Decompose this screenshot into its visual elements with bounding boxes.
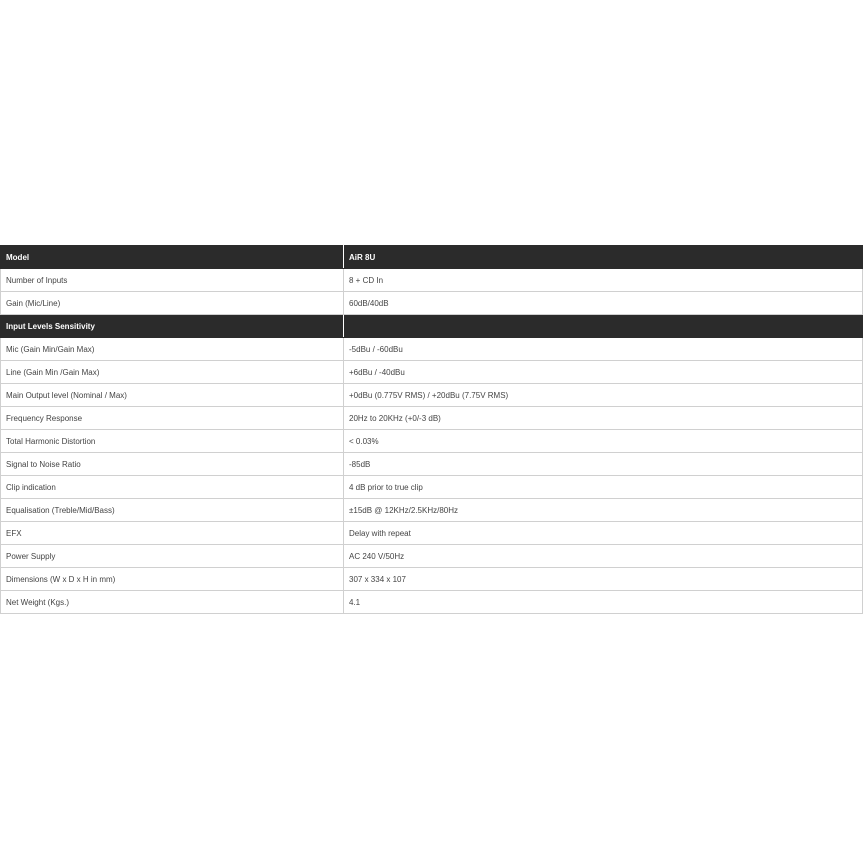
row-label: Signal to Noise Ratio <box>1 453 344 476</box>
table-row <box>1 476 863 499</box>
row-label: Net Weight (Kgs.) <box>1 591 344 614</box>
section-label: Input Levels Sensitivity <box>1 315 344 338</box>
row-value: +0dBu (0.775V RMS) / +20dBu (7.75V RMS) <box>344 384 863 407</box>
header-value: AiR 8U <box>344 246 863 269</box>
row-label: Line (Gain Min /Gain Max) <box>1 361 344 384</box>
row-value: 60dB/40dB <box>344 292 863 315</box>
row-value: +6dBu / -40dBu <box>344 361 863 384</box>
table-row <box>1 591 863 614</box>
table-row <box>1 384 863 407</box>
row-value: 4.1 <box>344 591 863 614</box>
row-label: Equalisation (Treble/Mid/Bass) <box>1 499 344 522</box>
row-value: 307 x 334 x 107 <box>344 568 863 591</box>
section-header-row <box>1 315 863 338</box>
table-row <box>1 269 863 292</box>
table-row <box>1 361 863 384</box>
row-value: 8 + CD In <box>344 269 863 292</box>
header-label: Model <box>1 246 344 269</box>
row-label: Mic (Gain Min/Gain Max) <box>1 338 344 361</box>
table-row <box>1 453 863 476</box>
row-label: Frequency Response <box>1 407 344 430</box>
row-value: AC 240 V/50Hz <box>344 545 863 568</box>
row-label: Total Harmonic Distortion <box>1 430 344 453</box>
row-label: Power Supply <box>1 545 344 568</box>
table-row <box>1 292 863 315</box>
row-label: Gain (Mic/Line) <box>1 292 344 315</box>
table-row <box>1 568 863 591</box>
table-row <box>1 499 863 522</box>
row-value: -85dB <box>344 453 863 476</box>
row-label: Clip indication <box>1 476 344 499</box>
table-row <box>1 407 863 430</box>
row-label: Main Output level (Nominal / Max) <box>1 384 344 407</box>
section-value <box>344 315 863 338</box>
row-value: 4 dB prior to true clip <box>344 476 863 499</box>
row-value: Delay with repeat <box>344 522 863 545</box>
spec-table <box>0 245 863 614</box>
row-value: 20Hz to 20KHz (+0/-3 dB) <box>344 407 863 430</box>
table-row <box>1 430 863 453</box>
row-value: < 0.03% <box>344 430 863 453</box>
row-label: Number of Inputs <box>1 269 344 292</box>
row-label: Dimensions (W x D x H in mm) <box>1 568 344 591</box>
table-row <box>1 545 863 568</box>
row-value: ±15dB @ 12KHz/2.5KHz/80Hz <box>344 499 863 522</box>
row-value: -5dBu / -60dBu <box>344 338 863 361</box>
table-row <box>1 522 863 545</box>
table-header-row <box>1 246 863 269</box>
table-row <box>1 338 863 361</box>
row-label: EFX <box>1 522 344 545</box>
